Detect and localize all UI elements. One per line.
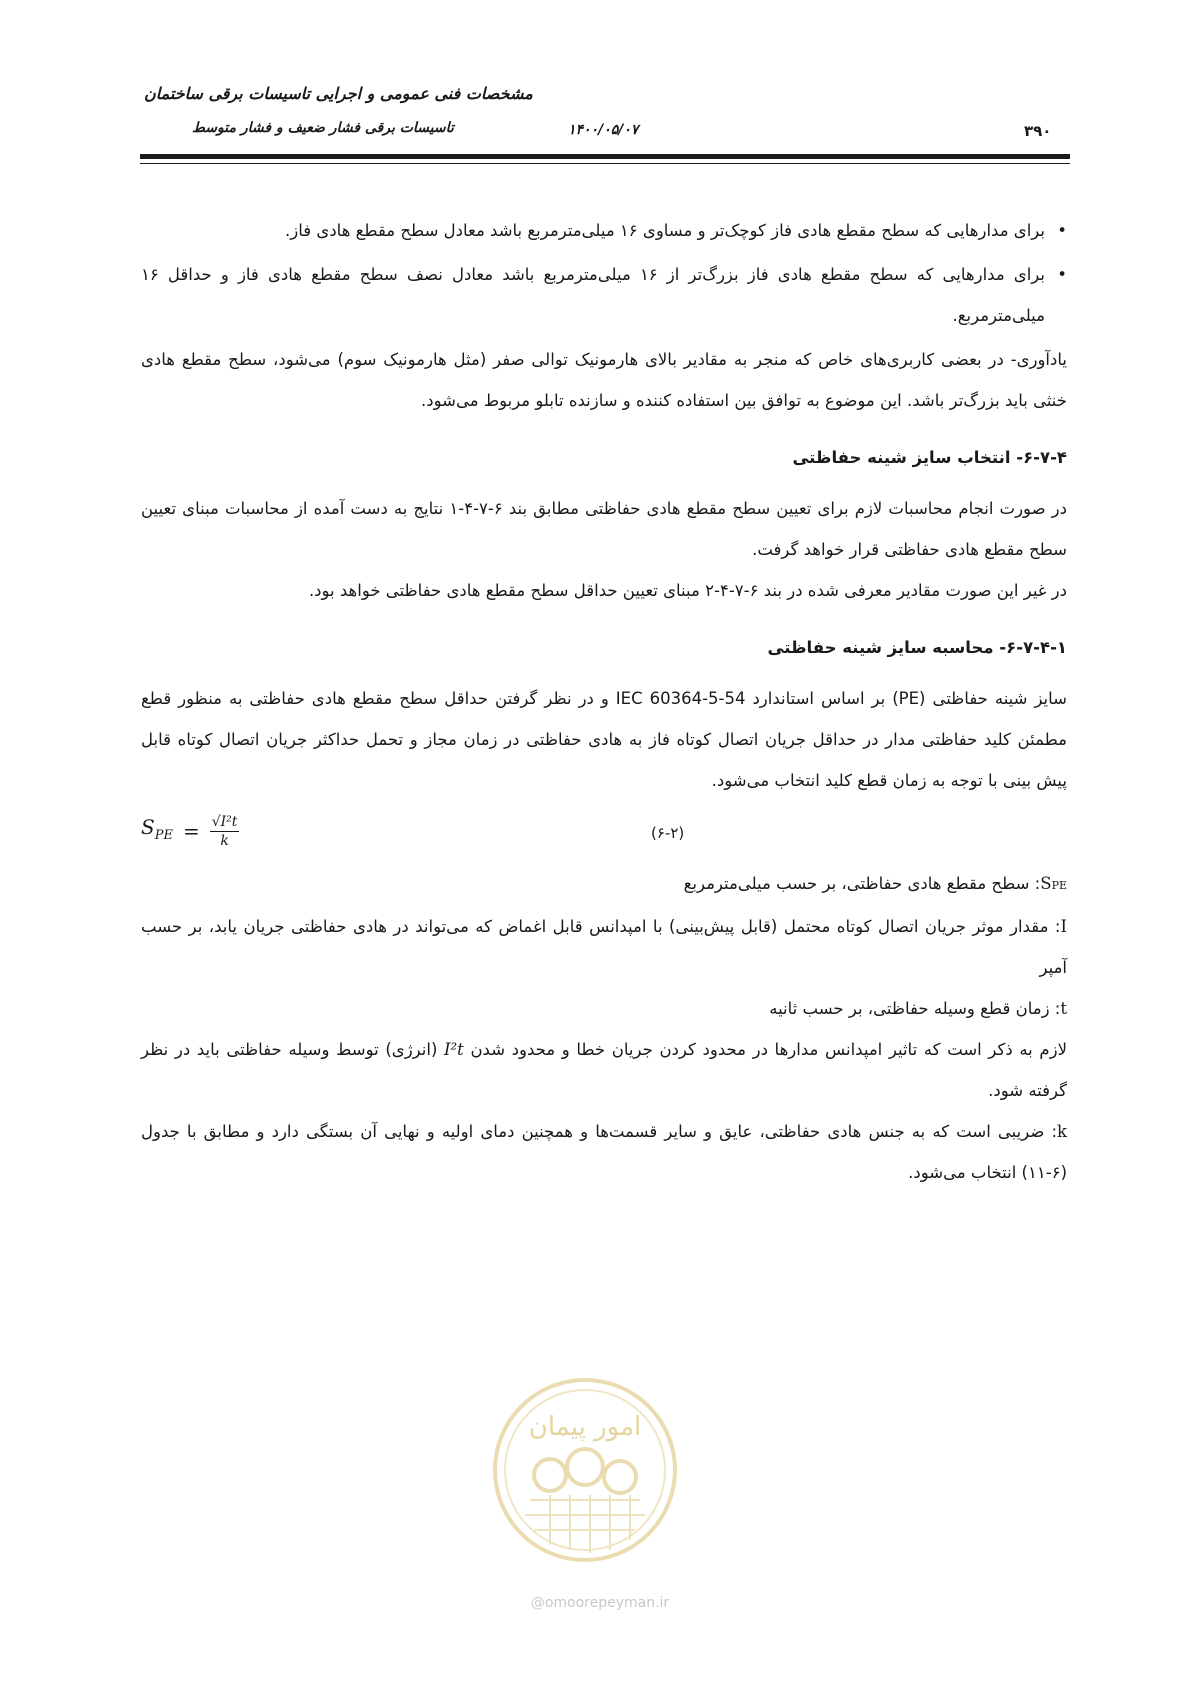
formula-numerator: √I²t [211, 814, 238, 830]
subsection-paragraph-1: سایز شینه حفاظتی (PE) بر اساس استاندارد IEC 60364-5-54 و در نظر گرفتن حداقل سطح مقطع هادی حفاظتی به منظور قطع مطمئن کلید حفاظتی مدار در حداقل جریان اتصال کوتاه فاز به هادی حفاظتی در زمان مجاز و تحمل حداکثر جریان اتصال کوتاه قابل پیش بینی با توجه به زمان قطع کلید انتخاب می‌شود. [141, 689, 1067, 790]
definition-k: k: ضریبی است که به جنس هادی حفاظتی، عایق و سایر قسمت‌ها و همچنین دمای اولیه و نهایی آن بستگی دارد و مطابق با جدول (۶-۱۱) انتخاب می‌شود. [141, 1122, 1067, 1182]
formula-spe [141, 807, 239, 856]
bullet-text-2: برای مدارهایی که سطح مقطع هادی فاز بزرگ‌تر از ۱۶ میلی‌مترمربع باشد معادل نصف سطح مقطع هادی فاز و حداقل ۱۶ میلی‌مترمربع. [141, 265, 1045, 325]
remark-symbol: I²t [444, 1040, 464, 1059]
formula-fraction [210, 813, 240, 850]
page-number: ۳۹۰ [1024, 122, 1052, 140]
formula-denominator: k [220, 833, 229, 849]
bullet-item-1 [141, 210, 1067, 251]
definition-i: I: مقدار موثر جریان اتصال کوتاه محتمل (قابل پیش‌بینی) با امپدانس قابل اغماض که می‌تواند در هادی حفاظتی جریان یابد، بر حسب آمپر [141, 917, 1067, 977]
definition-spe: SPE: سطح مقطع هادی حفاظتی، بر حسب میلی‌مترمربع [683, 874, 1067, 893]
bullet-dot-icon: • [1057, 265, 1067, 284]
formula-equals: = [182, 819, 200, 843]
subsection-heading: ۶-۷-۴-۱- محاسبه سایز شینه حفاظتی [767, 638, 1067, 657]
header-title: مشخصات فنی عمومی و اجرایی تاسیسات برقی ساختمان [144, 84, 533, 103]
section-heading: ۶-۷-۴- انتخاب سایز شینه حفاظتی [792, 448, 1067, 467]
watermark-url: @omoorepeyman.ir [530, 1595, 670, 1611]
document-body [141, 210, 1067, 1193]
bullet-dot-icon: • [1057, 221, 1067, 240]
watermark-logo-text: امور پیمان [528, 1412, 642, 1442]
definition-t: t: زمان قطع وسیله حفاظتی، بر حسب ثانیه [769, 999, 1067, 1018]
header-rule-thick [140, 154, 1070, 159]
section-paragraph-2: در غیر این صورت مقادیر معرفی شده در بند ۶-۷-۴-۲ مبنای تعیین حداقل سطح مقطع هادی حفاظتی خواهد بود. [308, 581, 1067, 600]
header-subtitle: تاسیسات برقی فشار ضعیف و فشار متوسط [192, 120, 454, 136]
remark-paragraph: لازم به ذکر است که تاثیر امپدانس مدارها در محدود کردن جریان خطا و محدود شدن I²t (انرژی) توسط وسیله حفاظتی باید در نظر گرفته شود. [141, 1040, 1067, 1100]
formula-lhs: $S_{PE}$ [141, 815, 173, 843]
watermark-logo [490, 1375, 680, 1565]
section-paragraph-1: در صورت انجام محاسبات لازم برای تعیین سطح مقطع هادی حفاظتی مطابق بند ۶-۷-۴-۱ نتایج به دست آمده از محاسبات مبنای تعیین سطح مقطع هادی حفاظتی قرار خواهد گرفت. [141, 499, 1067, 559]
header-date: ۱۴۰۰/۰۵/۰۷ [568, 122, 639, 138]
bullet-item-2 [141, 254, 1067, 336]
formula-row [141, 805, 1067, 863]
bullet-text-1: برای مدارهایی که سطح مقطع هادی فاز کوچک‌تر و مساوی ۱۶ میلی‌مترمربع باشد معادل سطح مقطع هادی فاز. [285, 221, 1045, 240]
note-paragraph: یادآوری- در بعضی کاربری‌های خاص که منجر به مقادیر بالای هارمونیک توالی صفر (مثل هارمونیک سوم) می‌شود، سطح مقطع هادی خنثی باید بزرگ‌تر باشد. این موضوع به توافق بین استفاده کننده و سازنده تابلو مربوط می‌شود. [141, 350, 1067, 410]
equation-number: (۶-۲) [651, 824, 685, 842]
header-rule-thin [140, 163, 1070, 164]
